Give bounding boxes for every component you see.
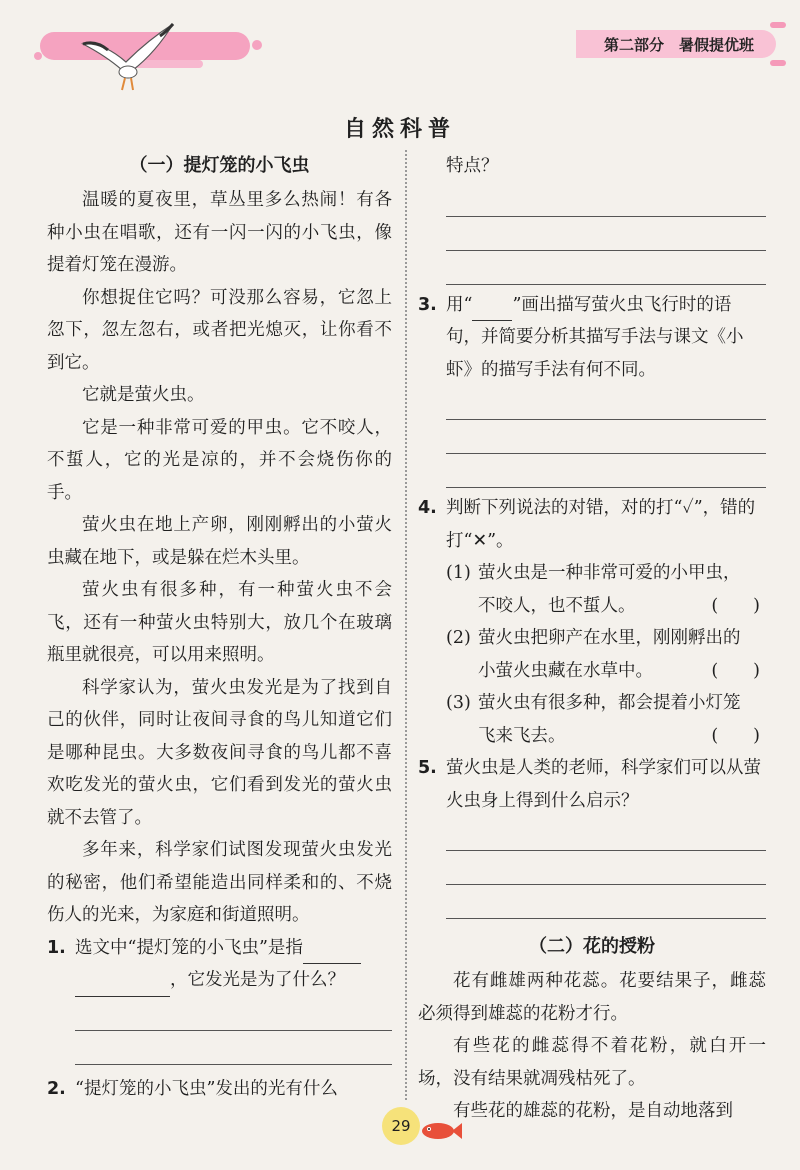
answer-line[interactable]: [75, 997, 392, 1031]
seagull-icon: [78, 22, 178, 94]
question-2-continued: [418, 150, 766, 183]
question-4: [418, 492, 766, 557]
paragraph: 温暖的夏夜里，草丛里多么热闹！有各种小虫在唱歌，还有一闪一闪的小飞虫，像提着灯笼在漫游。: [47, 190, 392, 275]
decor-band: [770, 22, 786, 28]
paragraph: 科学家认为，萤火虫发光是为了找到自己的伙伴，同时让夜间寻食的鸟儿知道它们是哪种昆虫。大多数夜间寻食的鸟儿都不喜欢吃发光的萤火虫，它们看到发光的萤火虫就不去管了。: [47, 677, 392, 828]
question-number: 4.: [418, 498, 437, 518]
right-column: [418, 150, 766, 1128]
item-text: 萤火虫把卵产在水里，刚刚孵出的小萤火虫藏在水草中。: [478, 628, 741, 681]
passage-title: （一）提灯笼的小飞虫: [129, 155, 310, 176]
paragraph: 它是一种非常可爱的甲虫。它不咬人，不蜇人，它的光是凉的，并不会烧伤你的手。: [47, 417, 392, 503]
page-number: 29: [382, 1107, 420, 1145]
answer-paren[interactable]: ( ): [711, 660, 760, 681]
answer-line[interactable]: [446, 885, 766, 919]
paragraph: 它就是萤火虫。: [82, 385, 205, 405]
paragraph: 萤火虫在地上产卵，刚刚孵出的小萤火虫藏在地下，或是躲在烂木头里。: [47, 515, 392, 568]
passage-title: （二）花的授粉: [529, 936, 655, 957]
judge-item: [418, 687, 766, 752]
question-text: 用“: [446, 294, 473, 315]
question-3: [418, 289, 766, 387]
paragraph: 有些花的雄蕊的花粉，是自动地落到: [453, 1101, 733, 1121]
answer-paren[interactable]: ( ): [711, 725, 760, 746]
paragraph: 萤火虫有很多种，有一种萤火虫不会飞，还有一种萤火虫特别大，放几个在玻璃瓶里就很亮，可以用来照明。: [47, 580, 392, 665]
left-column: [47, 150, 392, 1105]
question-number: 2.: [47, 1078, 66, 1099]
answer-line[interactable]: [446, 817, 766, 851]
answer-line[interactable]: [75, 1031, 392, 1065]
answer-line[interactable]: [446, 851, 766, 885]
judge-item: [418, 557, 766, 622]
question-number: 1.: [47, 937, 66, 958]
column-divider: [405, 150, 407, 1100]
answer-line[interactable]: [446, 251, 766, 285]
fill-blank[interactable]: [75, 974, 170, 997]
decor-dot: [34, 52, 42, 60]
answer-line[interactable]: [446, 420, 766, 454]
question-text: 选文中“提灯笼的小飞虫”是指: [75, 937, 303, 958]
question-1: [47, 932, 392, 997]
answer-line[interactable]: [446, 454, 766, 488]
page-title: 自然科普: [343, 117, 456, 142]
question-text: 特点？: [446, 156, 499, 176]
item-number: (2): [446, 628, 471, 648]
decor-band: [770, 60, 786, 66]
question-text: 萤火虫是人类的老师，科学家们可以从萤火虫身上得到什么启示？: [446, 758, 761, 811]
fish-icon: [416, 1120, 462, 1142]
paragraph: 有些花的雌蕊得不着花粉，就白开一场，没有结果就凋残枯死了。: [418, 1036, 766, 1089]
decor-dot: [252, 40, 262, 50]
underline-mark: [472, 298, 512, 321]
answer-line[interactable]: [446, 183, 766, 217]
question-text: ，它发光是为了什么？: [170, 970, 345, 990]
judge-item: [418, 622, 766, 687]
item-number: (1): [446, 563, 471, 583]
question-text: ”画出描写萤火虫飞行时的语句，并简要分析其描写手法与课文《小虾》的描写手法有何不同。: [446, 294, 744, 380]
paragraph: 多年来，科学家们试图发现萤火虫发光的秘密，他们希望能造出同样柔和的、不烧伤人的光来，为家庭和街道照明。: [47, 840, 392, 925]
question-text: 判断下列说法的对错，对的打“✓”，错的打“✕”。: [446, 498, 756, 551]
question-number: 3.: [418, 294, 437, 315]
item-number: (3): [446, 693, 471, 713]
question-number: 5.: [418, 758, 437, 778]
question-5: [418, 752, 766, 817]
paragraph: 你想捉住它吗？可没那么容易，它忽上忽下，忽左忽右，或者把光熄灭，让你看不到它。: [47, 287, 392, 373]
answer-line[interactable]: [446, 386, 766, 420]
question-text: “提灯笼的小飞虫”发出的光有什么: [75, 1078, 338, 1099]
fill-blank[interactable]: [303, 941, 361, 964]
answer-paren[interactable]: ( ): [711, 595, 760, 616]
item-text: 萤火虫有很多种，都会提着小灯笼飞来飞去。: [478, 693, 741, 746]
section-label: [576, 30, 776, 58]
question-2: [47, 1073, 392, 1106]
item-text: 萤火虫是一种非常可爱的小甲虫，不咬人，也不蜇人。: [478, 563, 741, 616]
answer-line[interactable]: [446, 217, 766, 251]
section-label-text: 第二部分 暑假提优班: [604, 36, 755, 54]
paragraph: 花有雌雄两种花蕊。花要结果子，雌蕊必须得到雄蕊的花粉才行。: [418, 971, 766, 1024]
page-header: [0, 0, 800, 100]
